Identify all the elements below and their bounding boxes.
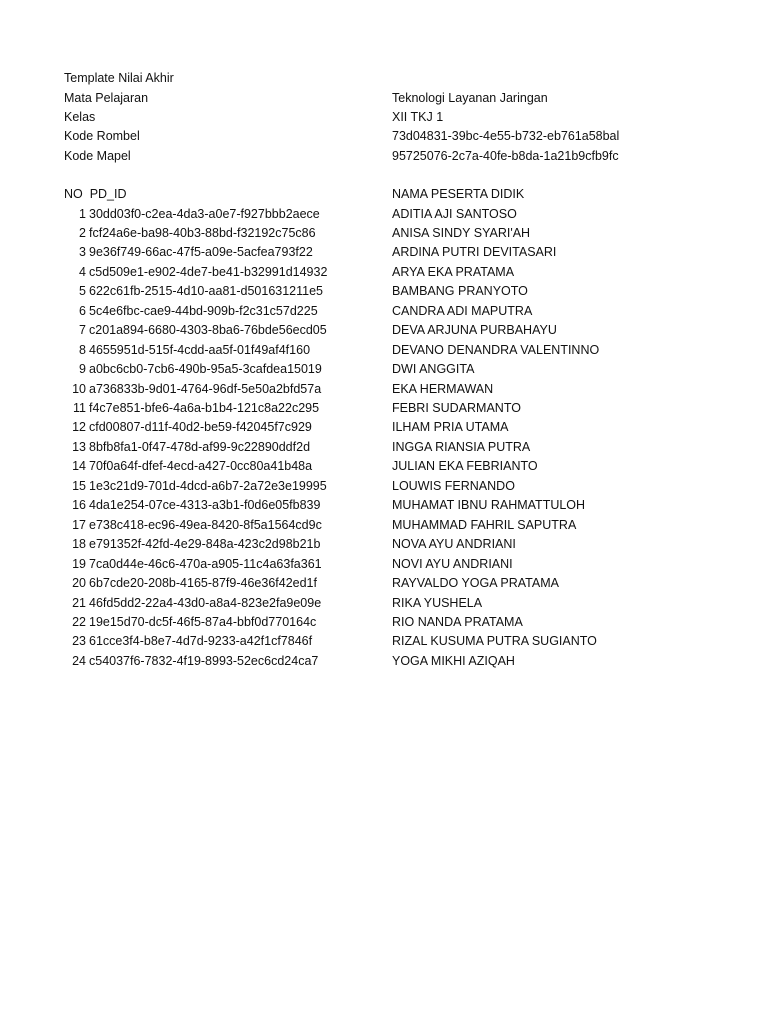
row-number: 14 (72, 459, 86, 474)
row-number: 17 (72, 517, 86, 532)
row-student-name: ANISA SINDY SYARI'AH (392, 225, 531, 240)
row-student-name: INGGA RIANSIA PUTRA (392, 439, 531, 454)
field-label: Mata Pelajaran (64, 91, 149, 105)
row-pd-id: 4da1e254-07ce-4313-a3b1-f0d6e05fb839 (89, 498, 321, 513)
row-student-name: CANDRA ADI MAPUTRA (392, 303, 533, 318)
row-pd-id: 1e3c21d9-701d-4dcd-a6b7-2a72e3e19995 (89, 478, 327, 493)
row-pd-id: e791352f-42fd-4e29-848a-423c2d98b21b (89, 537, 321, 552)
row-pd-id: 9e36f749-66ac-47f5-a09e-5acfea793f22 (89, 245, 313, 260)
row-number: 12 (72, 420, 86, 435)
row-pd-id: fcf24a6e-ba98-40b3-88bd-f32192c75c86 (89, 225, 316, 240)
field-label: Kelas (64, 109, 96, 124)
row-number: 5 (79, 284, 86, 299)
row-pd-id: f4c7e851-bfe6-4a6a-b1b4-121c8a22c295 (89, 401, 320, 415)
row-number: 20 (72, 576, 86, 591)
row-pd-id: e738c418-ec96-49ea-8420-8f5a1564cd9c (89, 517, 322, 532)
row-pd-id: c54037f6-7832-4f19-8993-52ec6cd24ca7 (89, 653, 319, 668)
row-pd-id: 19e15d70-dc5f-46f5-87a4-bbf0d770164c (89, 614, 317, 629)
column-header-name: NAMA PESERTA DIDIK (392, 187, 525, 201)
field-value: 73d04831-39bc-4e55-b732-eb761a58bal (392, 129, 620, 143)
row-pd-id: 6b7cde20-208b-4165-87f9-46e36f42ed1f (89, 576, 317, 591)
row-student-name: ARYA EKA PRATAMA (392, 264, 515, 279)
field-value: 95725076-2c7a-40fe-b8da-1a21b9cfb9fc (392, 148, 619, 163)
row-student-name: DEVANO DENANDRA VALENTINNO (392, 342, 600, 357)
row-student-name: MUHAMAT IBNU RAHMATTULOH (392, 498, 586, 513)
row-pd-id: 30dd03f0-c2ea-4da3-a0e7-f927bbb2aece (89, 206, 320, 221)
row-pd-id: 7ca0d44e-46c6-470a-a905-11c4a63fa361 (89, 556, 322, 571)
row-student-name: RIZAL KUSUMA PUTRA SUGIANTO (392, 634, 597, 649)
row-student-name: FEBRI SUDARMANTO (392, 401, 521, 415)
row-number: 11 (73, 401, 86, 415)
row-pd-id: 70f0a64f-dfef-4ecd-a427-0cc80a41b48a (89, 459, 313, 474)
row-pd-id: c201a894-6680-4303-8ba6-76bde56ecd05 (89, 323, 327, 338)
row-number: 2 (79, 225, 86, 240)
row-number: 22 (72, 614, 86, 629)
field-value: XII TKJ 1 (392, 109, 444, 124)
row-number: 9 (79, 362, 86, 377)
row-number: 6 (79, 303, 86, 318)
row-number: 15 (72, 478, 86, 493)
row-number: 24 (72, 653, 86, 668)
row-number: 4 (79, 264, 86, 279)
row-number: 7 (79, 323, 86, 338)
row-pd-id: 622c61fb-2515-4d10-aa81-d501631211e5 (89, 284, 324, 299)
row-student-name: RIKA YUSHELA (392, 595, 483, 610)
row-number: 18 (72, 537, 86, 552)
field-label: Kode Mapel (64, 148, 131, 163)
row-pd-id: 4655951d-515f-4cdd-aa5f-01f49af4f160 (89, 342, 311, 357)
row-student-name: RIO NANDA PRATAMA (392, 614, 523, 629)
row-number: 16 (72, 498, 86, 513)
row-student-name: DEVA ARJUNA PURBAHAYU (392, 323, 557, 338)
row-pd-id: 8bfb8fa1-0f47-478d-af99-9c22890ddf2d (89, 439, 311, 454)
row-number: 3 (79, 245, 86, 260)
row-number: 10 (72, 381, 86, 396)
row-student-name: NOVA AYU ANDRIANI (392, 537, 516, 552)
row-number: 1 (79, 206, 86, 221)
row-pd-id: 61cce3f4-b8e7-4d7d-9233-a42f1cf7846f (89, 634, 313, 649)
row-student-name: DWI ANGGITA (392, 362, 475, 377)
field-value: Teknologi Layanan Jaringan (392, 91, 548, 105)
row-student-name: YOGA MIKHI AZIQAH (392, 653, 515, 668)
row-pd-id: 46fd5dd2-22a4-43d0-a8a4-823e2fa9e09e (89, 595, 322, 610)
row-number: 23 (72, 634, 86, 649)
row-pd-id: a0bc6cb0-7cb6-490b-95a5-3cafdea15019 (89, 362, 322, 377)
document-title: Template Nilai Akhir (64, 71, 174, 85)
row-student-name: JULIAN EKA FEBRIANTO (392, 459, 538, 474)
row-student-name: ADITIA AJI SANTOSO (392, 206, 517, 221)
row-student-name: LOUWIS FERNANDO (392, 478, 515, 493)
row-student-name: MUHAMMAD FAHRIL SAPUTRA (392, 517, 577, 532)
row-student-name: RAYVALDO YOGA PRATAMA (392, 576, 559, 591)
row-number: 21 (72, 595, 86, 610)
row-student-name: ILHAM PRIA UTAMA (392, 420, 509, 435)
row-pd-id: a736833b-9d01-4764-96df-5e50a2bfd57a (89, 381, 322, 396)
row-number: 8 (79, 342, 86, 357)
row-student-name: BAMBANG PRANYOTO (392, 284, 528, 299)
row-student-name: ARDINA PUTRI DEVITASARI (392, 245, 557, 260)
row-pd-id: c5d509e1-e902-4de7-be41-b32991d14932 (89, 264, 328, 279)
field-label: Kode Rombel (64, 129, 140, 143)
row-pd-id: 5c4e6fbc-cae9-44bd-909b-f2c31c57d225 (89, 303, 318, 318)
row-pd-id: cfd00807-d11f-40d2-be59-f42045f7c929 (89, 420, 312, 435)
row-number: 19 (72, 556, 86, 571)
row-number: 13 (72, 439, 86, 454)
column-header-no-pdid: NO PD_ID (64, 187, 127, 201)
row-student-name: EKA HERMAWAN (392, 381, 494, 396)
row-student-name: NOVI AYU ANDRIANI (392, 556, 513, 571)
